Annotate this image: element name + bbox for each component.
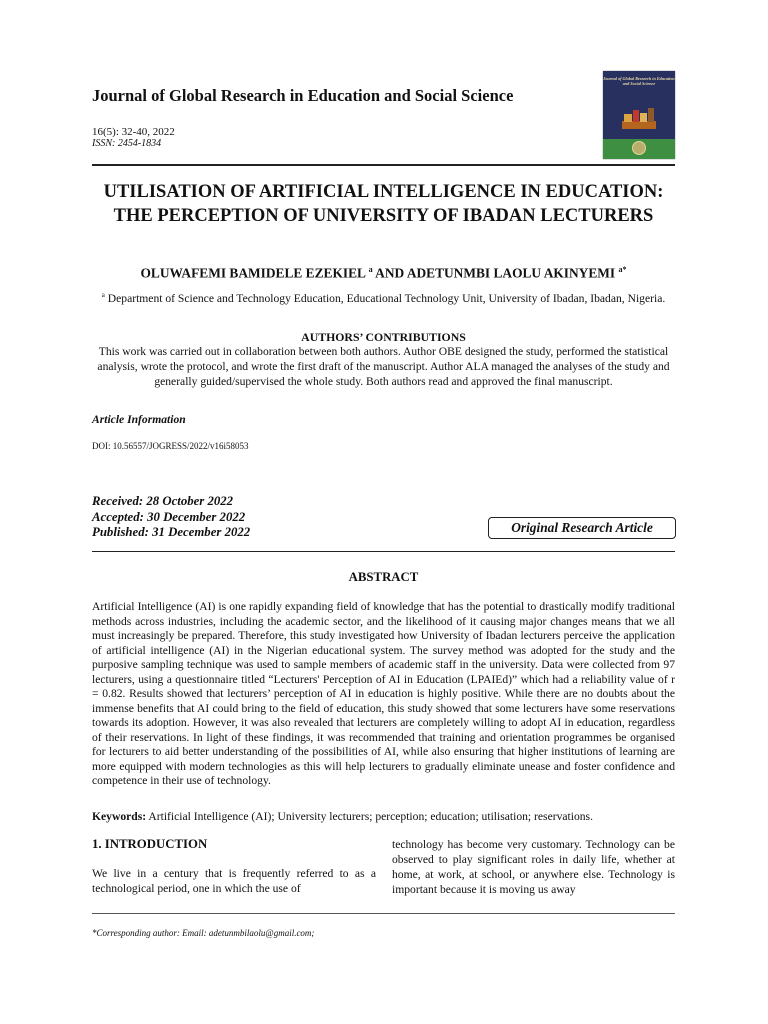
author-conjunction: AND xyxy=(372,265,407,281)
doi: DOI: 10.56557/JOGRESS/2022/v16i58053 xyxy=(92,441,249,451)
books-illustration-icon xyxy=(620,105,658,131)
journal-cover-image xyxy=(603,71,675,159)
publication-dates xyxy=(92,494,250,541)
affiliation-text: Department of Science and Technology Education, Educational Technology Unit, University of Ibadan, Ibadan, Nigeria. xyxy=(107,291,666,305)
author-2: ADETUNMBI LAOLU AKINYEMI xyxy=(406,265,616,281)
author-1-affiliation-mark: a xyxy=(368,265,373,274)
header-rule xyxy=(92,164,675,166)
cover-title: Journal of Global Research in Education and Social Science xyxy=(603,76,675,86)
contributions-heading: AUTHORS’ CONTRIBUTIONS xyxy=(301,330,466,344)
introduction-left-column: We live in a century that is frequently referred to as a technological period, one in which the use of xyxy=(92,867,376,895)
contributions-text: This work was carried out in collaboration between both authors. Author OBE designed the study, performed the statistical analysis, wrote the protocol, and wrote the first draft of the manuscript. Author ALA managed the analyses of the study and generally guided/supervised the whole study. Both authors read and approved the final manuscript. xyxy=(97,345,670,388)
abstract-text: Artificial Intelligence (AI) is one rapidly expanding field of knowledge that has the potential to drastically modify traditional methods across industries, including the academic sector, and the likelihood of it causing major changes means that we all must increasingly be prepared. Therefore, this study investigated how University of Ibadan lecturers perceive the application of artificial intelligence (AI) in the Nigerian educational system. The survey method was adopted for the study and the purposive sampling technique was used to sample members of academic staff in the university. Data were collected from 97 lecturers, using a questionnaire titled “Lecturers' Perception of AI in Education (LPAIEd)” which had a reliability value of r = 0.82. Results showed that lecturers’ perception of AI in education is highly positive. While there are no doubts about the immense benefits that AI could bring to the field of education, this study showed that some lecturers have some reservations towards its adoption. However, it was also revealed that lecturers are completely willing to adopt AI in education, regardless of their reservations. In light of these findings, it was recommended that training and orientation programmes be organised for lecturers to aid better understanding of the possibilities of AI, while also ensuring that higher institutions of learning are more equipped with modern technologies as this will help lecturers to gradually eliminate unease and foster confidence and competence in their use of technology. xyxy=(92,600,675,787)
introduction-right-column: technology has become very customary. Technology can be observed to play significant roles in daily life, whether at home, at work, at school, or anywhere else. Technology is important because it is moving us away xyxy=(392,838,675,896)
issn: ISSN: 2454-1834 xyxy=(92,138,162,149)
footnote-rule xyxy=(92,913,675,914)
affiliation xyxy=(100,288,667,306)
accepted-date: Accepted: 30 December 2022 xyxy=(92,509,246,524)
author-1: OLUWAFEMI BAMIDELE EZEKIEL xyxy=(140,265,366,281)
article-type-badge: Original Research Article xyxy=(488,517,676,539)
corresponding-author-footnote: *Corresponding author: Email: adetunmbilaolu@gmail.com; xyxy=(92,928,315,938)
introduction-heading: 1. INTRODUCTION xyxy=(92,837,208,851)
abstract-heading: ABSTRACT xyxy=(348,570,419,584)
author-2-affiliation-mark: a* xyxy=(618,265,627,274)
volume-pages: 16(5): 32-40, 2022 xyxy=(92,126,175,138)
authors-line xyxy=(92,265,675,281)
published-date: Published: 31 December 2022 xyxy=(92,525,251,539)
section-rule xyxy=(92,551,675,552)
paper-title: UTILISATION OF ARTIFICIAL INTELLIGENCE IN EDUCATION: THE PERCEPTION OF UNIVERSITY OF IBADAN LECTURERS xyxy=(103,182,664,226)
cover-seal-icon xyxy=(632,141,646,155)
keywords-text: Artificial Intelligence (AI); University lecturers; perception; education; utilisation; reservations. xyxy=(146,810,593,823)
article-information-heading: Article Information xyxy=(92,413,186,426)
received-date: Received: 28 October 2022 xyxy=(92,494,234,508)
keywords xyxy=(92,810,675,823)
keywords-label: Keywords: xyxy=(92,810,147,823)
affiliation-mark: a xyxy=(101,291,105,299)
journal-title: Journal of Global Research in Education and Social Science xyxy=(92,86,514,105)
